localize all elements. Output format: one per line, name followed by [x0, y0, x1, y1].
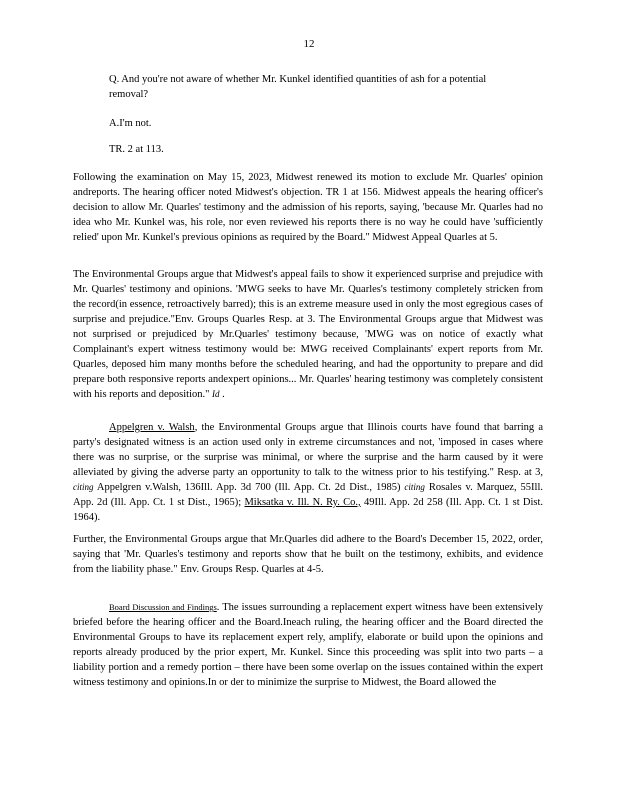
page-number: 12	[303, 38, 315, 50]
paragraph-3-text-d: 49Ill. App. 2d 258 (Ill. App. Ct. 1 st Dist. 1964).	[73, 497, 544, 523]
paragraph-5-text: . The issues surrounding a replacement expert witness have been extensively briefed before the hearing officer and the Board.Ineach ruling, the hearing officer and the Board directed the Environmental Groups to have its replacement expert rely, amplify, elaborate or build upon the opinions and reports already produced by the prior expert, Mr. Kunkel. Since this proceeding was split into two parts – a liability portion and a remedy portion – there have been some overlap on the issues contained within the expert witness testimony and opinions.In or der to minimize the surprise to Midwest, the Board allowed the	[73, 602, 543, 688]
question-line: Q. And you're not aware of whether Mr. Kunkel identified quantities of ash for a potential removal?	[109, 74, 487, 100]
paragraph-3-text-c: Rosales v. Marquez, 55Ill. App. 2d (Ill. App. Ct. 1 st Dist., 1965);	[73, 482, 544, 508]
paragraph-1: Following the examination on May 15, 2023, Midwest renewed its motion to exclude Mr. Quarles' opinion andreports. The hearing officer noted Midwest's objection. TR 1 at 156. Midwest appeals the hearing officer's decision to allow Mr. Quarles' testimony and the admission of his reports, saying, 'because Mr. Quarles had no idea who Mr. Kunkel was, his role, nor even reviewed his reports there is no way he could have 'sufficiently relied' upon Mr. Kunkel's previous opinions as required by the Board." Midwest Appeal Quarles at 5.	[73, 172, 543, 243]
paragraph-3-text-a: , the Environmental Groups argue that Illinois courts have found that barring a party's designated witness is an action used only in extreme circumstances and not, 'imposed in cases where there was no surprise, or the surprise was minimal, or where the surprise and the harm caused by it were alleviated by giving the adverse party an opportunity to talk to the witness prior to his testifying." Resp. at 3,	[73, 422, 543, 478]
answer-line: A.I'm not.	[109, 118, 152, 129]
paragraph-2: The Environmental Groups argue that Midwest's appeal fails to show it experienced surprise and prejudice with Mr. Quarles' testimony and opinions. 'MWG seeks to have Mr. Quarles's testimony completely stricken from the record(in essence, retroactively barred); this is an extreme measure used in only the most egregious cases of surprise and prejudice."Env. Groups Quarles Resp. at 3. The Environmental Groups argue that Midwest was not surprised or prejudiced by Mr.Quarles' testimony because, 'MWG was on notice of exactly what Complainant's expert witness testimony would be: MWG received Complainants' expert reports from Mr. Quarles, deposed him many months before the scheduled hearing, and had the opportunity to prepare and did prepare both responsive reports andexpert opinions... Mr. Quarles' hearing testimony was completely consistent with his reports and deposition." Id .	[73, 269, 543, 400]
section-heading: Board Discussion and Findings	[109, 602, 217, 612]
citing-signal-1: citing	[73, 482, 94, 492]
paragraph-3-text-b: Appelgren v.Walsh, 136Ill. App. 3d 700 (Ill. App. Ct. 2d Dist., 1985)	[96, 482, 401, 493]
paragraph-5	[73, 600, 543, 690]
case-name-appelgren: Appelgren v. Walsh	[109, 422, 195, 433]
citing-signal-2: citing	[404, 482, 425, 492]
paragraph-4: Further, the Environmental Groups argue that Mr.Quarles did adhere to the Board's December 15, 2022, order, saying that 'Mr. Quarles's testimony and reports show that he built on the testimony, exhibits, and evidence from the liability phase." Env. Groups Resp. Quarles at 4-5.	[73, 534, 543, 575]
case-name-miksatka: Miksatka v. Ill. N. Ry. Co.,	[244, 497, 361, 508]
paragraph-3	[73, 420, 543, 525]
id-citation: Id	[212, 389, 220, 399]
paragraph-2-text: The Environmental Groups argue that Midwest's appeal fails to show it experienced surprise and prejudice with Mr. Quarles' testimony and opinions. 'MWG seeks to have Mr. Quarles's testimony completely stricken from the record(in essence, retroactively barred); this is an extreme measure used in only the most egregious cases of surprise and prejudice."Env. Groups Quarles Resp. at 3. The Environmental Groups argue that Midwest was not surprised or prejudiced by Mr.Quarles' testimony because, 'MWG was on notice of exactly what Complainant's expert witness testimony would be: MWG received Complainants' expert reports from Mr. Quarles, deposed him many months before the scheduled hearing, and had the opportunity to prepare and did prepare both responsive reports andexpert opinions... Mr. Quarles' hearing testimony was completely consistent with his reports and deposition."	[73, 269, 543, 400]
transcript-cite: TR. 2 at 113.	[109, 144, 164, 155]
